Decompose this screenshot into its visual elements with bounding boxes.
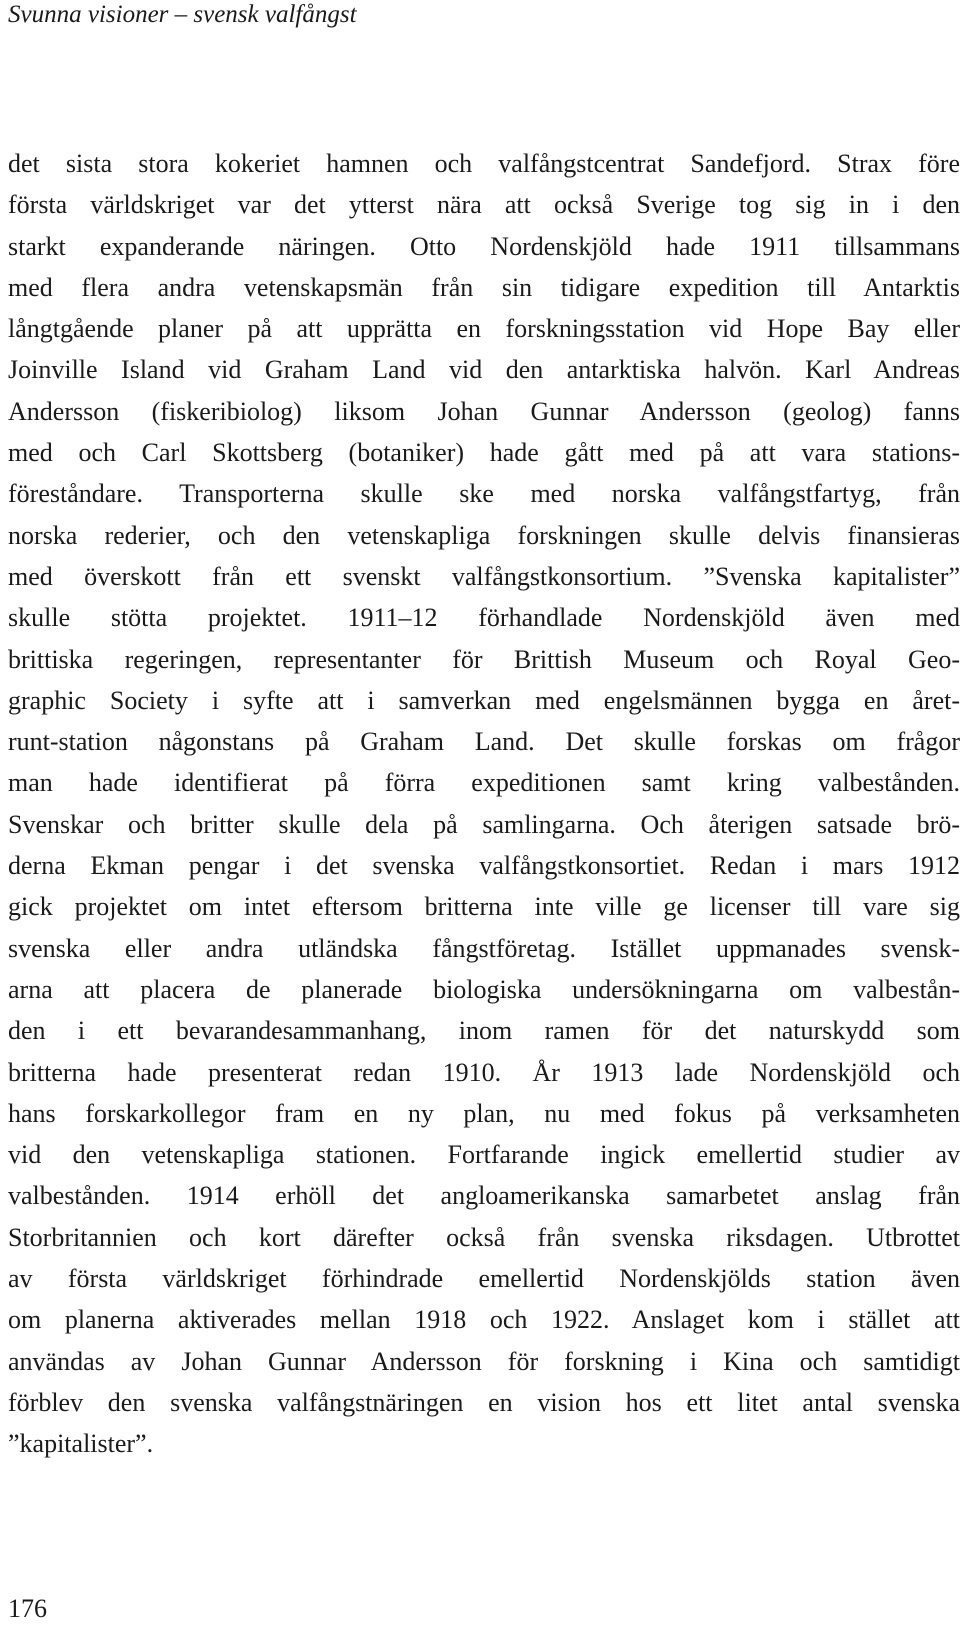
- text-line: Storbritannien och kort därefter också från svenska riksdagen. Utbrottet: [8, 1222, 960, 1252]
- text-line: arna att placera de planerade biologiska undersökningarna om valbestån-: [8, 974, 960, 1004]
- text-line: skulle stötta projektet. 1911–12 förhandlade Nordenskjöld även med: [8, 603, 960, 633]
- text-line: vid den vetenskapliga stationen. Fortfarande ingick emellertid studier av: [8, 1140, 960, 1170]
- text-line: starkt expanderande näringen. Otto Nordenskjöld hade 1911 tillsammans: [8, 231, 960, 261]
- text-line: med flera andra vetenskapsmän från sin tidigare expedition till Antarktis: [8, 272, 960, 302]
- text-line: hans forskarkollegor fram en ny plan, nu med fokus på verksamheten: [8, 1098, 960, 1128]
- text-line: man hade identifierat på förra expeditionen samt kring valbestånden.: [8, 768, 960, 798]
- text-line: derna Ekman pengar i det svenska valfångstkonsortiet. Redan i mars 1912: [8, 851, 960, 881]
- text-line: av första världskriget förhindrade emellertid Nordenskjölds station även: [8, 1264, 960, 1294]
- page-number: 176: [8, 1594, 47, 1623]
- text-line: graphic Society i syfte att i samverkan med engelsmännen bygga en året-: [8, 685, 960, 715]
- text-line: Andersson (fiskeribiolog) liksom Johan Gunnar Andersson (geolog) fanns: [8, 396, 960, 426]
- text-line: med överskott från ett svenskt valfångstkonsortium. ”Svenska kapitalister”: [8, 561, 960, 591]
- body-paragraph: [8, 143, 960, 1465]
- text-line: valbestånden. 1914 erhöll det angloamerikanska samarbetet anslag från: [8, 1181, 960, 1211]
- text-line: svenska eller andra utländska fångstföretag. Istället uppmanades svensk-: [8, 933, 960, 963]
- text-line: det sista stora kokeriet hamnen och valfångstcentrat Sandefjord. Strax före: [8, 149, 960, 178]
- text-line: gick projektet om intet eftersom britterna inte ville ge licenser till vare sig: [8, 892, 960, 922]
- text-line: ”kapitalister”.: [8, 1429, 154, 1459]
- text-line: britterna hade presenterat redan 1910. År 1913 lade Nordenskjöld och: [8, 1057, 960, 1087]
- text-line: Joinville Island vid Graham Land vid den antarktiska halvön. Karl Andreas: [8, 355, 960, 385]
- text-line: föreståndare. Transporterna skulle ske med norska valfångstfartyg, från: [8, 479, 960, 509]
- text-line: långtgående planer på att upprätta en forskningsstation vid Hope Bay eller: [8, 314, 960, 344]
- text-line: runt-station någonstans på Graham Land. Det skulle forskas om frågor: [8, 727, 960, 757]
- text-line: norska rederier, och den vetenskapliga forskningen skulle delvis finansieras: [8, 520, 960, 550]
- text-line: användas av Johan Gunnar Andersson för forskning i Kina och samtidigt: [8, 1346, 960, 1376]
- text-line: första världskriget var det ytterst nära att också Sverige tog sig in i den: [8, 190, 960, 220]
- text-line: den i ett bevarandesammanhang, inom ramen för det naturskydd som: [8, 1016, 960, 1046]
- text-line: om planerna aktiverades mellan 1918 och 1922. Anslaget kom i stället att: [8, 1305, 960, 1335]
- text-line: med och Carl Skottsberg (botaniker) hade gått med på att vara stations-: [8, 438, 960, 468]
- text-line: förblev den svenska valfångstnäringen en vision hos ett litet antal svenska: [8, 1387, 960, 1417]
- running-header: Svunna visioner – svensk valfångst: [8, 1, 357, 28]
- text-line: Svenskar och britter skulle dela på samlingarna. Och återigen satsade brö-: [8, 809, 960, 839]
- text-line: brittiska regeringen, representanter för Brittish Museum och Royal Geo-: [8, 644, 960, 674]
